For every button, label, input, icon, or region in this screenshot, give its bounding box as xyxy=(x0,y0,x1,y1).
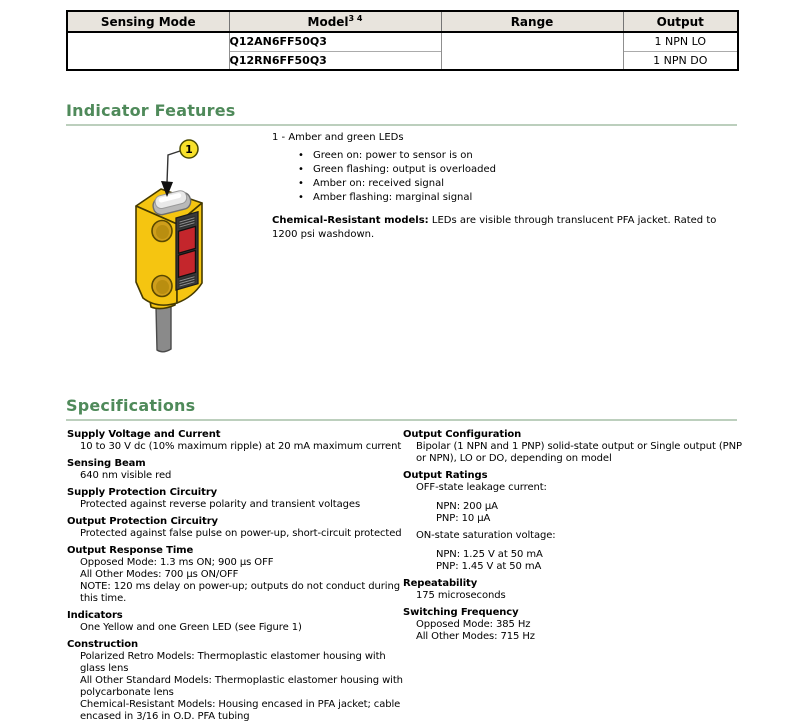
spec-value: PNP: 1.45 V at 50 mA xyxy=(436,561,542,572)
spec-value: ON-state saturation voltage: xyxy=(416,530,556,541)
spec-term: Construction xyxy=(67,639,139,650)
model-footnote-refs: 3 4 xyxy=(348,13,363,23)
indicator-features-title: Indicator Features xyxy=(66,101,236,120)
mounting-hole-bottom xyxy=(152,276,172,297)
led-bullet: • Green flashing: output is overloaded xyxy=(272,163,720,177)
spec-entry xyxy=(403,470,749,573)
spec-term: Supply Voltage and Current xyxy=(67,429,221,440)
spec-entry xyxy=(67,516,412,540)
spec-value: Protected against reverse polarity and transient voltages xyxy=(80,499,361,510)
spec-value: Opposed Mode: 1.3 ms ON; 900 µs OFF xyxy=(80,557,274,568)
col-header-output: Output xyxy=(623,11,738,32)
cell-output-1: 1 NPN LO xyxy=(654,35,706,49)
spec-value: OFF-state leakage current: xyxy=(416,482,547,493)
led-caption: 1 - Amber and green LEDs xyxy=(272,132,404,143)
cell-model-2: Q12RN6FF50Q3 xyxy=(229,51,441,70)
spec-term: Supply Protection Circuitry xyxy=(67,487,218,498)
spec-value: Opposed Mode: 385 Hz xyxy=(416,619,531,630)
col-header-model-label: Model xyxy=(307,14,349,29)
indicator-features-rule xyxy=(66,124,737,126)
spec-value: NPN: 1.25 V at 50 mA xyxy=(436,549,543,560)
chemical-resistant-note xyxy=(272,214,720,242)
spec-term: Output Response Time xyxy=(67,545,194,556)
spec-value: One Yellow and one Green LED (see Figure 1) xyxy=(80,622,302,633)
spec-value: PNP: 10 µA xyxy=(436,513,491,524)
callout-1-number: 1 xyxy=(185,143,193,156)
spec-entry xyxy=(403,578,749,602)
models-table xyxy=(66,10,739,71)
led-bullet: • Green on: power to sensor is on xyxy=(272,149,720,163)
spec-entry xyxy=(403,429,749,465)
led-bullet: • Amber on: received signal xyxy=(272,177,720,191)
sensor-lens-2 xyxy=(179,250,196,277)
spec-value: All Other Standard Models: Thermoplastic elastomer housing with polycarbonate lens xyxy=(80,675,403,698)
sensor-lens-1 xyxy=(179,226,196,253)
spec-entry xyxy=(67,610,412,634)
spec-term: Switching Frequency xyxy=(403,607,519,618)
spec-value: NPN: 200 µA xyxy=(436,501,498,512)
indicator-description xyxy=(272,131,720,242)
chemical-resistant-note-lead: Chemical-Resistant models: xyxy=(272,215,429,226)
sensor-front-panel xyxy=(176,212,198,290)
specifications-right-column xyxy=(403,429,749,648)
sensor-figure xyxy=(105,135,255,380)
spec-value: 10 to 30 V dc (10% maximum ripple) at 20 mA maximum current xyxy=(80,441,402,452)
spec-value: 175 microseconds xyxy=(416,590,506,601)
led-bullet-list xyxy=(272,149,720,205)
spec-term: Indicators xyxy=(67,610,123,621)
spec-entry xyxy=(67,487,412,511)
spec-term: Sensing Beam xyxy=(67,458,146,469)
cell-sensing-mode xyxy=(67,32,229,70)
col-header-model xyxy=(229,11,441,32)
spec-value: 640 nm visible red xyxy=(80,470,172,481)
specifications-left-column xyxy=(67,429,412,728)
cell-range xyxy=(441,32,623,70)
mounting-hole-top xyxy=(152,221,172,242)
led-bullet: • Amber flashing: marginal signal xyxy=(272,191,720,205)
spec-entry xyxy=(67,429,412,453)
spec-term: Output Configuration xyxy=(403,429,522,440)
spec-value: NOTE: 120 ms delay on power-up; outputs do not conduct during this time. xyxy=(80,581,400,604)
col-header-range: Range xyxy=(441,11,623,32)
specifications-title: Specifications xyxy=(66,396,196,415)
spec-entry xyxy=(67,639,412,723)
spec-value: Protected against false pulse on power-up, short-circuit protected xyxy=(80,528,402,539)
spec-entry xyxy=(403,607,749,643)
chemical-resistant-note-text: LEDs are visible through translucent PFA jacket. Rated to 1200 psi washdown. xyxy=(272,215,717,240)
spec-entry xyxy=(67,545,412,605)
col-header-sensing-mode: Sensing Mode xyxy=(67,11,229,32)
spec-entry xyxy=(67,458,412,482)
spec-value: Polarized Retro Models: Thermoplastic elastomer housing with glass lens xyxy=(80,651,386,674)
callout-leader-line xyxy=(167,151,180,183)
spec-term: Output Ratings xyxy=(403,470,488,481)
sensor-cable xyxy=(156,304,171,352)
spec-term: Output Protection Circuitry xyxy=(67,516,218,527)
spec-value: Bipolar (1 NPN and 1 PNP) solid-state output or Single output (PNP or NPN), LO or DO, depending on model xyxy=(416,441,742,464)
specifications-rule xyxy=(66,419,737,421)
spec-value: All Other Modes: 700 µs ON/OFF xyxy=(80,569,239,580)
cell-output-2: 1 NPN DO xyxy=(623,51,738,70)
spec-term: Repeatability xyxy=(403,578,478,589)
cell-model-1: Q12AN6FF50Q3 xyxy=(229,32,441,51)
spec-value: All Other Modes: 715 Hz xyxy=(416,631,535,642)
spec-value: Chemical-Resistant Models: Housing encased in PFA jacket; cable encased in 3/16 in O.D. PFA tubing xyxy=(80,699,401,722)
